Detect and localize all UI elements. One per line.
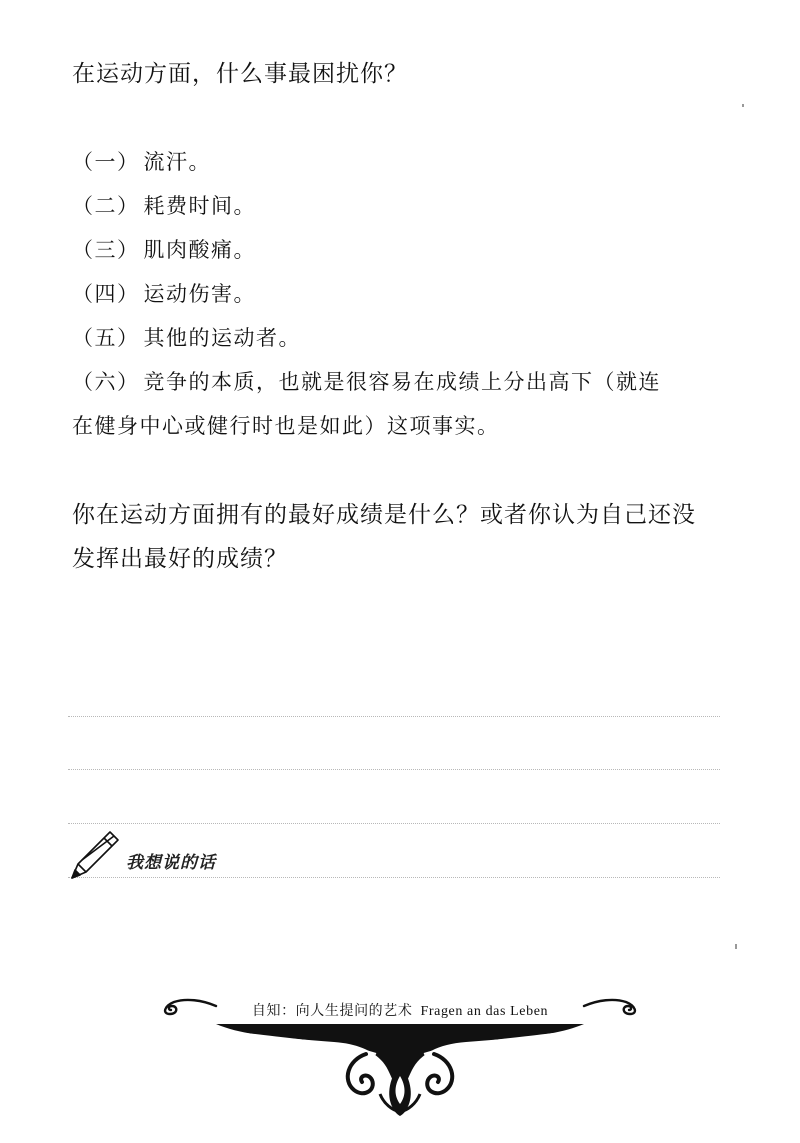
note-label: 我想说的话 [126,853,216,873]
option-3 [72,228,732,272]
question-best-result [72,493,732,581]
option-text: 肌肉酸痛。 [143,238,256,262]
note-header [66,828,366,884]
option-text: 耗费时间。 [143,194,256,218]
option-4 [72,272,732,316]
option-6 [72,360,732,404]
option-text: 运动伤害。 [143,282,256,306]
book-title-chinese: 自知：向人生提问的艺术 [251,1003,413,1019]
option-number: （一） [72,150,140,174]
question-sweat: 在运动方面，什么事最困扰你？ [72,61,408,87]
answer-options [72,140,732,448]
scroll-flourish-icon [158,992,218,1018]
option-number: （二） [72,194,140,218]
scroll-flourish-icon [582,992,642,1018]
book-title-german: Fragen an das Leben [420,1004,549,1019]
option-text: 竞争的本质，也就是很容易在成绩上分出高下（就连 [143,370,661,394]
option-text-continued: 在健身中心或健行时也是如此）这项事实。 [72,414,500,438]
option-number: （三） [72,238,140,262]
option-number: （五） [72,326,140,350]
option-number: （六） [72,370,140,394]
writing-line[interactable] [68,716,720,717]
writing-line[interactable] [68,769,720,770]
book-title [220,1000,580,1020]
question-line: 发挥出最好的成绩？ [72,546,288,572]
option-2 [72,184,732,228]
option-number: （四） [72,282,140,306]
option-6-continued [72,404,732,448]
scan-speck [742,104,744,107]
option-text: 其他的运动者。 [143,326,301,350]
writing-line[interactable] [68,823,720,824]
option-text: 流汗。 [143,150,211,174]
page-footer [150,990,650,1120]
option-5 [72,316,732,360]
option-1 [72,140,732,184]
ornament-icon [216,1024,584,1118]
scan-speck [735,944,737,949]
question-line: 你在运动方面拥有的最好成绩是什么？或者你认为自己还没 [72,502,696,528]
pencil-icon [66,828,122,882]
